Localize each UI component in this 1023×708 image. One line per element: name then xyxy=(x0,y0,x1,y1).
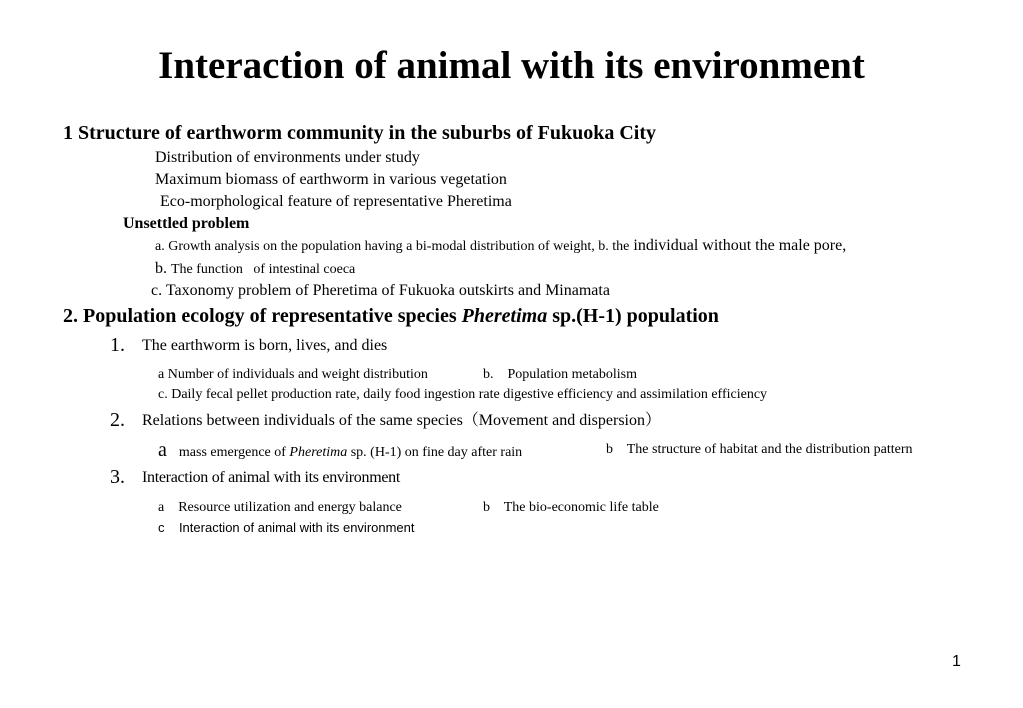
unsettled-a-large-text: individual without the male pore, xyxy=(633,237,847,254)
subsection-2-a-text-genus: Pheretima xyxy=(289,445,348,460)
section-2-heading-genus: Pheretima xyxy=(461,305,548,327)
subsection-2-number: 2. xyxy=(110,409,125,431)
section-1-item-2: Maximum biomass of earthworm in various vegetation xyxy=(155,171,507,188)
section-1-heading: 1 Structure of earthworm community in the suburbs of Fukuoka City xyxy=(63,122,656,144)
subsection-2-a-text-post: sp. (H-1) on fine day after rain xyxy=(347,445,523,460)
subsection-3-title: Interaction of animal with its environment xyxy=(142,469,400,486)
page-number: 1 xyxy=(952,653,961,670)
subsection-3-number: 3. xyxy=(110,466,125,488)
unsettled-b-prefix: b. xyxy=(155,260,167,277)
subsection-1-number: 1. xyxy=(110,334,125,356)
subsection-1-line-a: a Number of individuals and weight distribution xyxy=(158,367,428,382)
unsettled-line-c: c. Taxonomy problem of Pheretima of Fukuoka outskirts and Minamata xyxy=(151,282,610,299)
unsettled-problem-heading: Unsettled problem xyxy=(123,215,250,232)
subsection-1-title: The earthworm is born, lives, and dies xyxy=(142,337,388,354)
unsettled-b-text: The function of intestinal coeca xyxy=(171,262,356,277)
page-title: Interaction of animal with its environment xyxy=(158,44,865,87)
unsettled-line-b xyxy=(155,261,355,277)
subsection-2-title: Relations between individuals of the same species（Movement and dispersion） xyxy=(142,412,662,429)
section-1-item-1: Distribution of environments under study xyxy=(155,149,420,166)
subsection-1-line-b: b. Population metabolism xyxy=(483,367,637,382)
subsection-1-line-c: c. Daily fecal pellet production rate, daily food ingestion rate digestive efficiency and assimilation efficiency xyxy=(158,387,768,402)
subsection-2-a-text xyxy=(179,445,522,460)
section-2-heading-end: sp.(H-1) population xyxy=(547,305,719,327)
subsection-3-line-c: c Interaction of animal with its environment xyxy=(158,520,415,535)
subsection-3-line-b: b The bio-economic life table xyxy=(483,500,659,515)
subsection-2-a-text-pre: mass emergence of xyxy=(178,445,290,460)
subsection-2-line-a xyxy=(158,440,522,460)
section-1-item-3: Eco-morphological feature of representative Pheretima xyxy=(160,193,512,210)
unsettled-line-a xyxy=(155,238,846,254)
section-2-heading-start: 2. Population ecology of representative species xyxy=(63,305,462,327)
section-2-heading xyxy=(63,306,719,326)
unsettled-a-small-text: a. Growth analysis on the population having a bi-modal distribution of weight, b. the xyxy=(155,239,630,254)
subsection-3-line-a: a Resource utilization and energy balance xyxy=(158,500,402,515)
subsection-2-line-b: b The structure of habitat and the distribution pattern xyxy=(606,442,913,457)
subsection-2-a-letter: a xyxy=(158,439,167,461)
